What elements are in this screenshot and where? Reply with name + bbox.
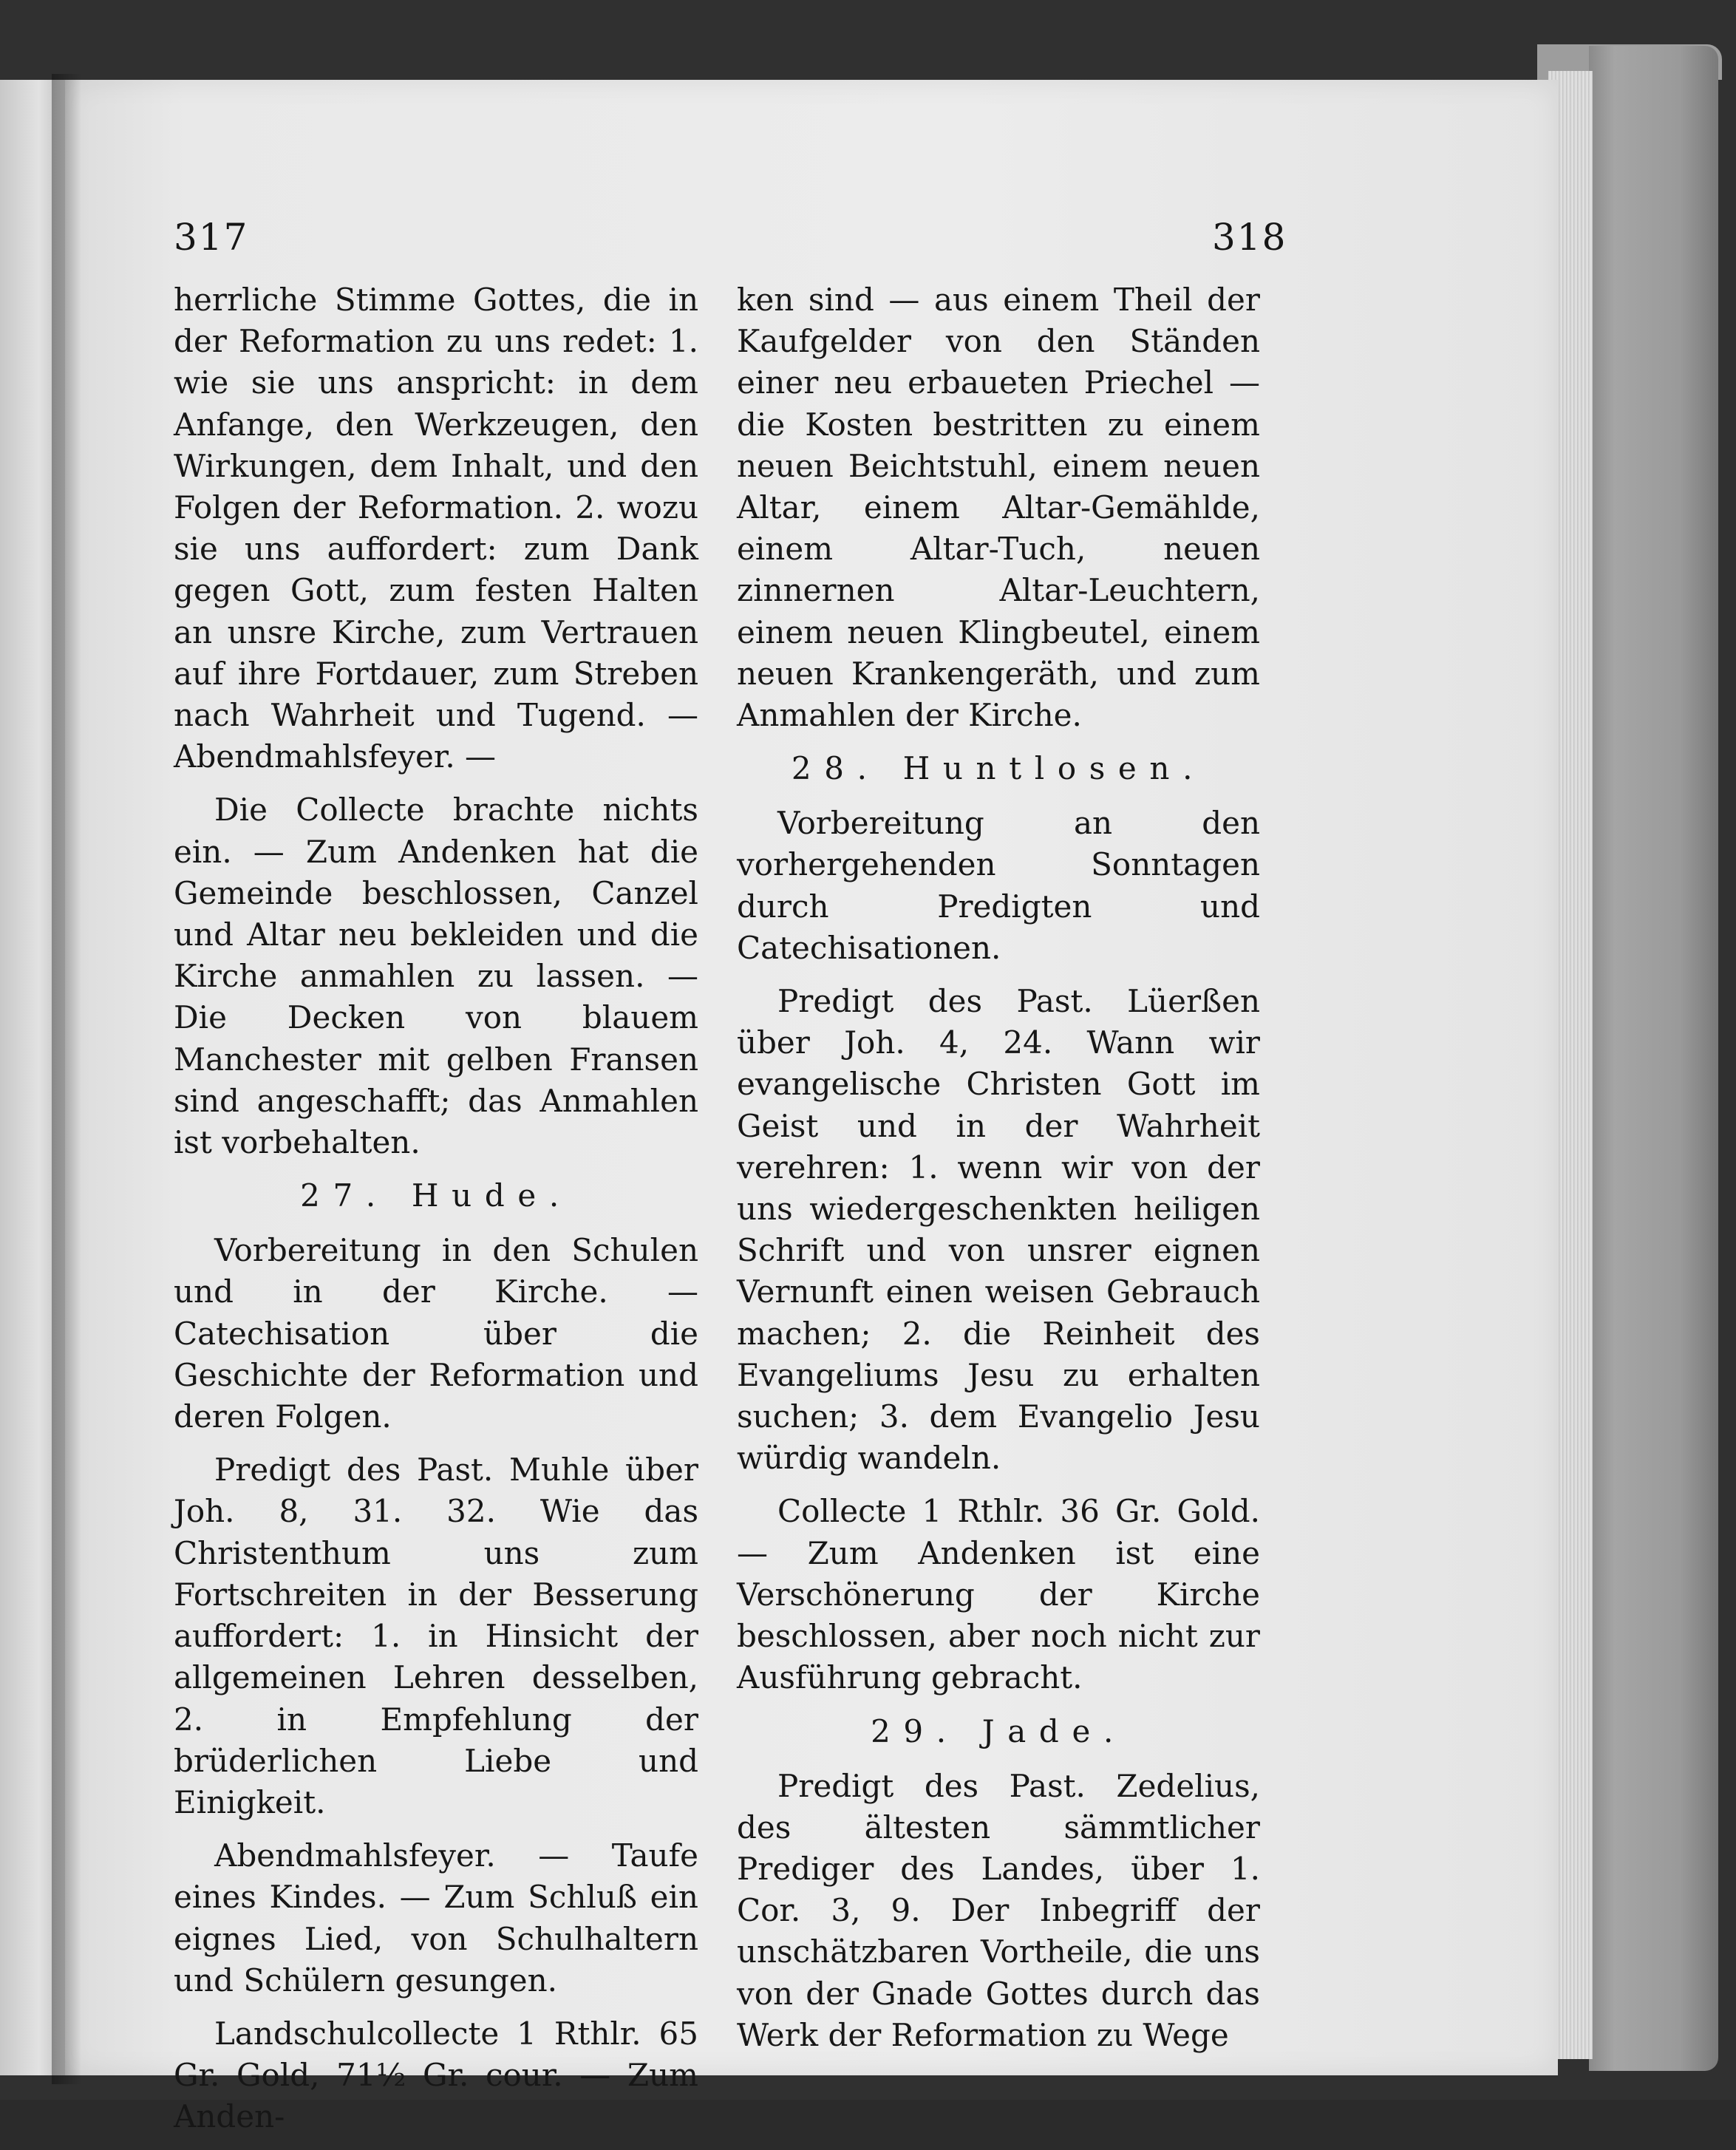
paragraph: Predigt des Past. Lüerßen über Joh. 4, 24. Wann wir evangelische Christen Gott im Geist und in der Wahrheit verehren: 1. wenn wir von der uns wiedergeschenkten heiligen Schrift und von unsrer eignen Vernunft einen weisen Gebrauch machen; 2. die Reinheit des Evangeliums Jesu zu erhalten suchen; 3. dem Evangelio Jesu würdig wandeln. [737,983,1260,1477]
page-number-right: 318 [1212,216,1287,259]
paragraph: Vorbereitung in den Schulen und in der Kirche. — Catechisation über die Geschichte der Reformation und deren Folgen. [174,1232,698,1435]
paragraph: Die Collecte brachte nichts ein. — Zum Andenken hat die Gemeinde beschlossen, Canzel und Altar neu bekleiden und die Kirche anmahlen zu lassen. — Die Decken von blauem Manchester mit gelben Fransen sind angeschafft; das Anmahlen ist vorbehalten. [174,792,698,1161]
section-heading: 28. Huntlosen. [791,750,1206,787]
paragraph: Landschulcollecte 1 Rthlr. 65 Gr. Gold, 71½ Gr. cour. — Zum Anden- [174,2015,698,2135]
right-column [737,279,1260,2068]
section-heading: 27. Hude. [300,1177,572,1214]
paragraph: Predigt des Past. Zedelius, des ältesten sämmtlicher Prediger des Landes, über 1. Cor. 3, 9. Der Inbegriff der unschätzbaren Vortheile, die uns von der Gnade Gottes durch das Werk der Reformation zu Wege [737,1767,1260,2053]
paragraph: ken sind — aus einem Theil der Kaufgelder von den Ständen einer neu erbaueten Priechel — die Kosten bestritten zu einem neuen Beichtstuhl, einem neuen Altar, einem Altar-Gemählde, einem Altar-Tuch, neuen zinnernen Altar-Leuchtern, einem neuen Klingbeutel, einem neuen Krankengeräth, und zum Anmahlen der Kirche. [737,282,1260,734]
left-column [174,279,698,2150]
section-heading: 29. Jade. [871,1712,1126,1749]
paragraph: herrliche Stimme Gottes, die in der Reformation zu uns redet: 1. wie sie uns anspricht: in dem Anfange, den Werkzeugen, den Wirkungen, dem Inhalt, und den Folgen der Reformation. 2. wozu sie uns auffordert: zum Dank gegen Gott, zum festen Halten an unsre Kirche, zum Vertrauen auf ihre Fortdauer, zum Streben nach Wahrheit und Tugend. — Abendmahlsfeyer. — [174,282,698,775]
paragraph: Collecte 1 Rthlr. 36 Gr. Gold. — Zum Andenken ist eine Verschönerung der Kirche beschlossen, aber noch nicht zur Ausführung gebracht. [737,1493,1260,1696]
paragraph: Predigt des Past. Muhle über Joh. 8, 31. 32. Wie das Christenthum uns zum Fortschreiten in der Besserung auffordert: 1. in Hinsicht der allgemeinen Lehren desselben, 2. in Empfehlung der brüderlichen Liebe und Einigkeit. [174,1452,698,1820]
page-number-left: 317 [174,216,249,259]
paragraph: Vorbereitung an den vorhergehenden Sonntagen durch Predigten und Catechisationen. [737,805,1260,966]
paragraph: Abendmahlsfeyer. — Taufe eines Kindes. — Zum Schluß ein eignes Lied, von Schulhaltern und Schülern gesungen. [174,1837,698,1998]
